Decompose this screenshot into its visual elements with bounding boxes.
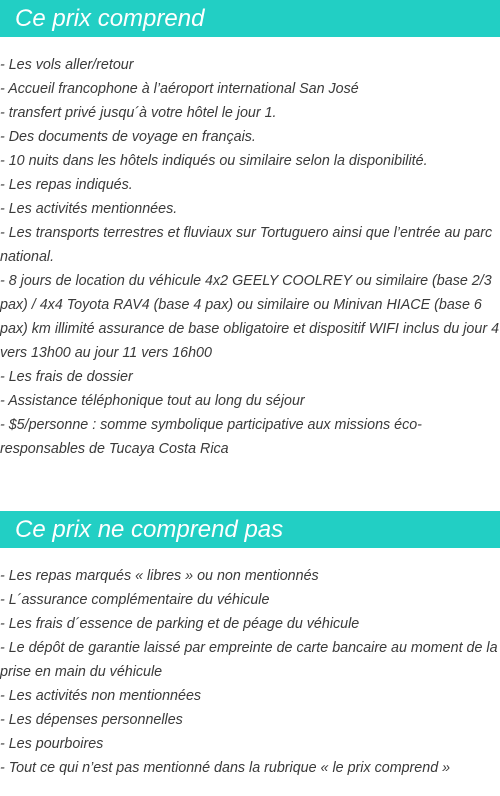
excluded-items-list bbox=[0, 564, 500, 780]
list-item: - transfert privé jusqu´à votre hôtel le jour 1. bbox=[0, 105, 277, 121]
list-item: - Les activités mentionnées. bbox=[0, 201, 178, 217]
list-item: - Des documents de voyage en français. bbox=[0, 129, 256, 145]
list-item: - L´assurance complémentaire du véhicule bbox=[0, 592, 270, 608]
list-item: - Le dépôt de garantie laissé par empreinte de carte bancaire au moment de la prise en main du véhicule bbox=[0, 640, 498, 680]
list-item: - 8 jours de location du véhicule 4x2 GEELY COOLREY ou similaire (base 2/3 pax) / 4x4 Toyota RAV4 (base 4 pax) ou similaire ou Minivan HIACE (base 6 pax) km illimité assurance de base obligatoire et dispositif WIFI inclus du jour 4 vers 13h00 au jour 11 vers 16h00 bbox=[0, 273, 500, 361]
list-item: - Accueil francophone à l’aéroport international San José bbox=[0, 81, 359, 97]
excluded-section-header bbox=[0, 511, 500, 548]
list-item: - Les vols aller/retour bbox=[0, 57, 134, 73]
list-item: - Les repas marqués « libres » ou non mentionnés bbox=[0, 568, 319, 584]
included-section-header bbox=[0, 0, 500, 37]
list-item: - Les frais de dossier bbox=[0, 369, 133, 385]
list-item: - Les frais d´essence de parking et de péage du véhicule bbox=[0, 616, 360, 632]
list-item: - $5/personne : somme symbolique participative aux missions éco-responsables de Tucaya Costa Rica bbox=[0, 417, 422, 457]
list-item: - Tout ce qui n’est pas mentionné dans la rubrique « le prix comprend » bbox=[0, 760, 451, 776]
list-item: - Assistance téléphonique tout au long du séjour bbox=[0, 393, 305, 409]
included-section-title: Ce prix comprend bbox=[15, 5, 205, 32]
list-item: - Les transports terrestres et fluviaux sur Tortuguero ainsi que l’entrée au parc national. bbox=[0, 225, 493, 265]
list-item: - Les activités non mentionnées bbox=[0, 688, 202, 704]
list-item: - Les repas indiqués. bbox=[0, 177, 133, 193]
list-item: - 10 nuits dans les hôtels indiqués ou similaire selon la disponibilité. bbox=[0, 153, 428, 169]
included-items-list bbox=[0, 53, 500, 461]
list-item: - Les dépenses personnelles bbox=[0, 712, 183, 728]
excluded-section-title: Ce prix ne comprend pas bbox=[15, 516, 284, 543]
list-item: - Les pourboires bbox=[0, 736, 104, 752]
